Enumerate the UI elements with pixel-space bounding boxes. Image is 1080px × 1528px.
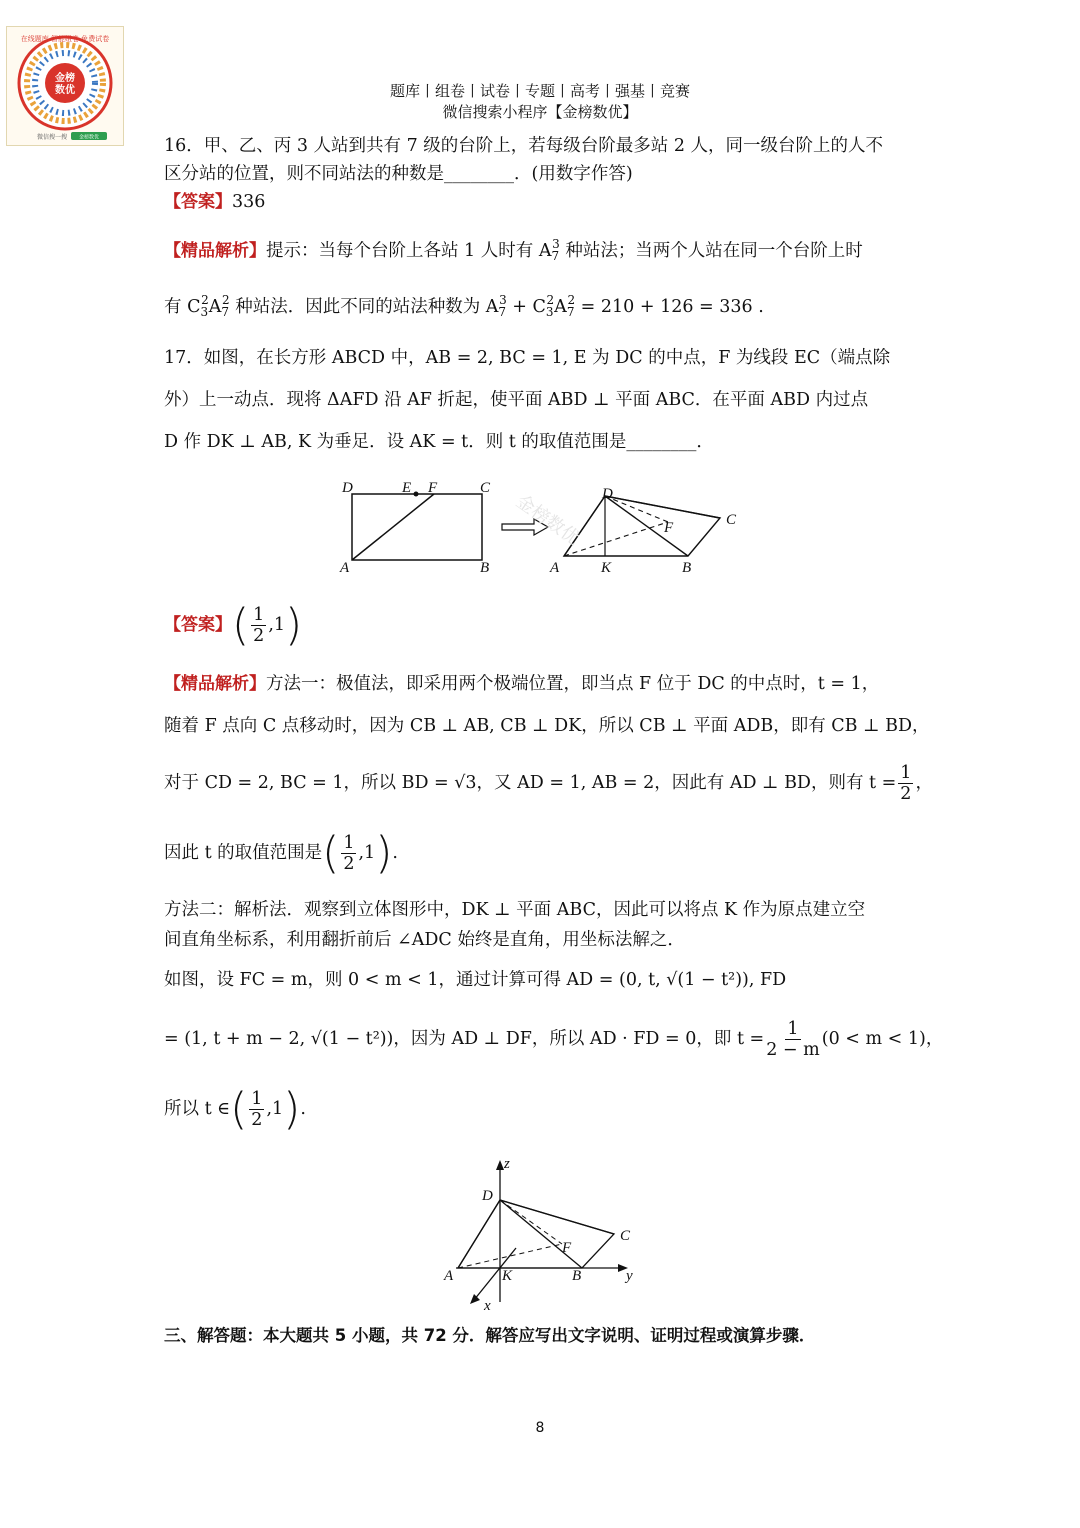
label-f2: F <box>664 520 674 536</box>
label-b3: B <box>572 1268 582 1284</box>
label-c3: C <box>620 1228 631 1244</box>
q16-analysis1: 【精品解析】提示：当每个台阶上各站 1 人时有 $A_7^3$ 种站法；当两个人站在同一个台阶上时 <box>164 237 863 263</box>
label-a2: A <box>550 560 560 576</box>
q17-line1: 17．如图，在长方形 ABCD 中，AB = 2, BC = 1, E 为 DC 的中点，F 为线段 EC（端点除 <box>164 348 891 368</box>
label-k: K <box>601 560 612 576</box>
label-f3: F <box>562 1240 572 1256</box>
qr-ring-text: 在线题库 智能组卷 免费试卷 <box>20 35 110 43</box>
label-e: E <box>402 480 412 496</box>
q16-line1: 16．甲、乙、丙 3 人站到共有 7 级的台阶上，若每级台阶最多站 2 人，同一级台阶上的人不 <box>164 136 884 156</box>
label-f: F <box>428 480 438 496</box>
q16-line2: 区分站的位置，则不同站法的种数是________．(用数字作答) <box>164 164 633 184</box>
label-k3: K <box>502 1268 513 1284</box>
q16-analysis2: 有 $C_3^2A_7^2$ 种站法．因此不同的站法种数为 $A_7^3 + C_3^2A_7^2 = 210 + 126 = 336$ . <box>164 293 764 319</box>
label-z: z <box>504 1156 510 1172</box>
q17-m2-line3: 如图，设 FC = m，则 0 < m < 1，通过计算可得 AD = (0, t, √(1 − t²)), FD <box>164 970 787 990</box>
label-d2: D <box>602 486 613 502</box>
q17-line3: D 作 DK ⊥ AB, K 为垂足．设 AK = t．则 t 的取值范围是________． <box>164 432 714 452</box>
label-a3: A <box>444 1268 454 1284</box>
q17-m1-line3: 对于 CD = 2, BC = 1，所以 BD = √3，又 AD = 1, AB = 2，因此有 AD ⊥ BD，则有 t = $\frac{1}{2}$ ， <box>164 763 933 804</box>
segment-af <box>352 494 434 560</box>
header-sub: 微信搜索小程序【金榜数优】 <box>442 103 638 121</box>
svg-text:金榜: 金榜 <box>55 73 75 84</box>
svg-text:金榜数优: 金榜数优 <box>78 134 100 141</box>
label-c2: C <box>726 512 737 528</box>
q17-m1-line2: 随着 F 点向 C 点移动时，因为 CB ⊥ AB, CB ⊥ DK，所以 CB ⊥ 平面 ADB，即有 CB ⊥ BD， <box>164 716 930 736</box>
figure-coordinate-system <box>436 1152 656 1314</box>
q17-m2-line1: 方法二：解析法．观察到立体图形中，DK ⊥ 平面 ABC，因此可以将点 K 作为原点建立空 <box>164 900 866 920</box>
q17-m2-line5: 所以 t ∈( $\frac{1}{2}$ ,1). <box>164 1083 306 1135</box>
q17-m2-line2: 间直角坐标系，利用翻折前后 ∠ADC 始终是直角，用坐标法解之． <box>164 930 685 950</box>
label-a: A <box>340 560 350 576</box>
figure-fold-rectangle <box>330 474 760 582</box>
q17-analysis-line1: 【精品解析】方法一：极值法，即采用两个极端位置，即当点 F 位于 DC 的中点时，t = 1， <box>164 674 880 694</box>
point-e <box>414 492 419 497</box>
q17-answer: 【答案】( $\frac{1}{2}$ ,1) <box>164 599 303 651</box>
label-y: y <box>626 1268 633 1284</box>
watermark: 金榜数优 <box>512 490 584 550</box>
label-x: x <box>484 1298 491 1314</box>
page-number: 8 <box>535 1420 545 1436</box>
label-b2: B <box>682 560 692 576</box>
svg-text:微信搜一搜: 微信搜一搜 <box>37 134 68 141</box>
section3-heading: 三、解答题：本大题共 5 小题，共 72 分．解答应写出文字说明、证明过程或演算步骤． <box>164 1326 816 1345</box>
label-d3: D <box>482 1188 493 1204</box>
q17-m2-line4: = (1, t + m − 2, √(1 − t²))，因为 AD ⊥ DF，所以 AD · FD = 0，即 t = $\frac{1}{2 - m}$ (0 < m < 1)， <box>164 1019 944 1060</box>
svg-text:数优: 数优 <box>55 85 75 96</box>
label-d: D <box>342 480 353 496</box>
q16-answer: 【答案】336 <box>164 192 266 212</box>
label-b: B <box>480 560 490 576</box>
q17-m1-line4: 因此 t 的取值范围是( $\frac{1}{2}$ ,1). <box>164 827 398 879</box>
rectangle-abcd <box>352 494 482 560</box>
q17-line2: 外）上一动点．现将 ΔAFD 沿 AF 折起，使平面 ABD ⊥ 平面 ABC．在平面 ABD 内过点 <box>164 390 869 410</box>
label-c: C <box>480 480 491 496</box>
header-nav: 题库丨组卷丨试卷丨专题丨高考丨强基丨竞赛 <box>389 82 690 100</box>
